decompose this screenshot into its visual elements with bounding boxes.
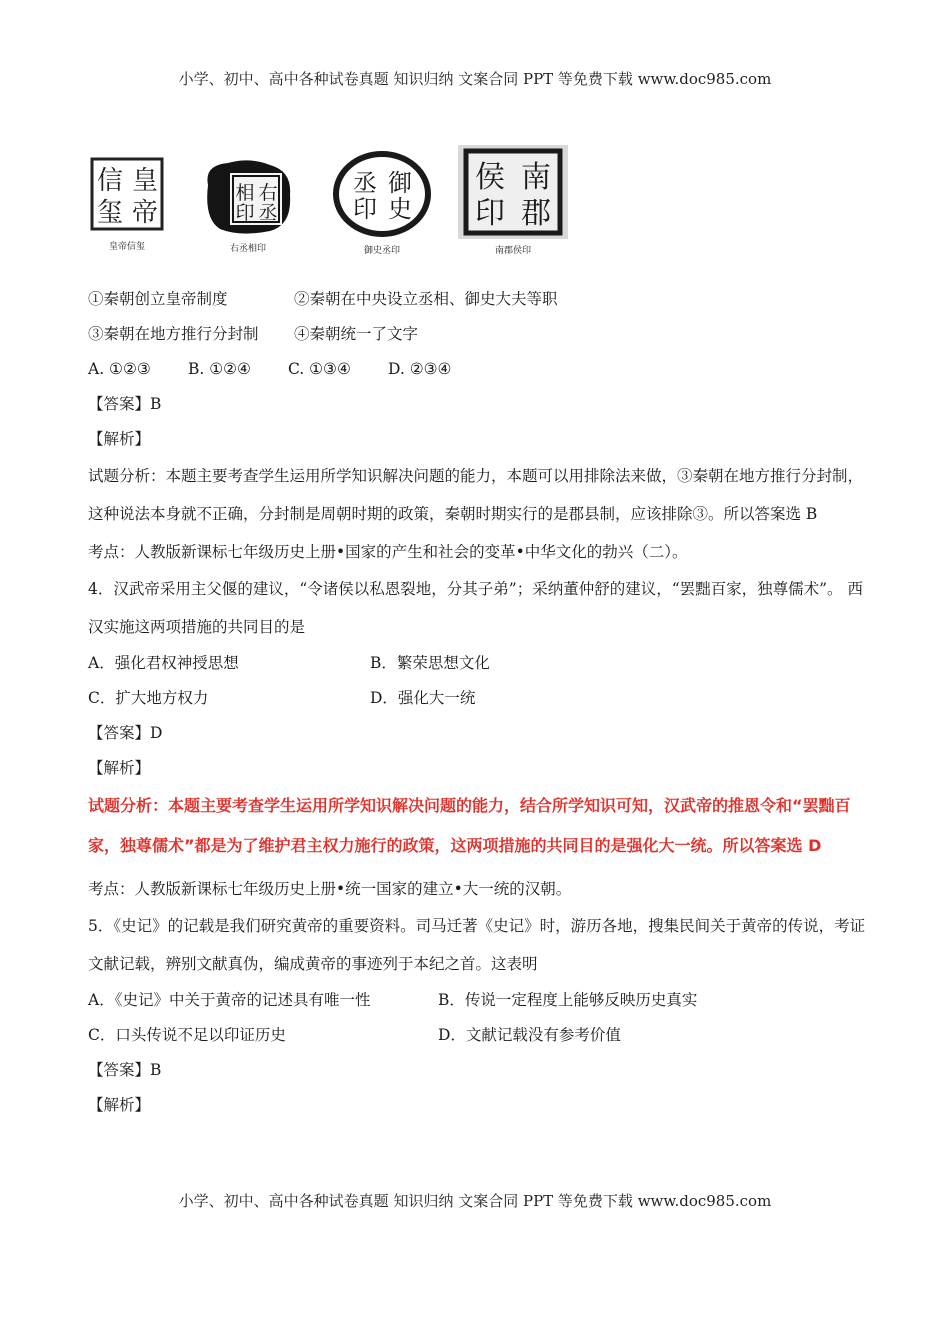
q3-analysis-label: 【解析】	[88, 430, 151, 448]
q4-option-c: C．扩大地方权力	[88, 689, 209, 707]
seal-2-glyph-3: 相	[235, 182, 255, 204]
seal-2-glyph-2: 丞	[258, 202, 278, 224]
seal-4-glyph-4: 印	[475, 196, 505, 231]
q3-option-b: B. ①②④	[188, 360, 251, 378]
q4-option-a: A．强化君权神授思想	[88, 654, 239, 672]
q3-option-a: A. ①②③	[88, 360, 151, 378]
seal-3-glyph-4: 印	[353, 195, 377, 223]
seal-4-glyph-1: 南	[521, 160, 551, 195]
q3-statements-row-2	[88, 317, 868, 352]
seal-1-caption: 皇帝信玺	[108, 242, 145, 252]
q4-option-b: B．繁荣思想文化	[370, 654, 490, 672]
seal-3-caption: 御史丞印	[363, 246, 400, 256]
page-footer: 小学、初中、高中各种试卷真题 知识归纳 文案合同 PPT 等免费下载 www.doc985.com	[178, 1192, 772, 1210]
q4-stem: 4．汉武帝采用主父偃的建议，“令诸侯以私恩裂地，分其子弟”；采纳董仲舒的建议，“罢黜百家，独尊儒术”。 西汉实施这两项措施的共同目的是	[88, 580, 863, 636]
seal-3-glyph-3: 丞	[353, 169, 377, 197]
q5-stem: 5．《史记》的记载是我们研究黄帝的重要资料。司马迁著《史记》时，游历各地，搜集民间关于黄帝的传说，考证文献记载，辨别文献真伪，编成黄帝的事迹列于本纪之首。这表明	[88, 917, 866, 973]
q4-options-row-2	[88, 681, 868, 716]
page-header: 小学、初中、高中各种试卷真题 知识归纳 文案合同 PPT 等免费下载 www.doc985.com	[178, 70, 772, 88]
seal-2-glyph-4: 印	[235, 202, 255, 224]
seal-1	[88, 155, 166, 252]
q5-option-a: A．《史记》中关于黄帝的记述具有唯一性	[88, 991, 371, 1009]
q3-analysis: 试题分析：本题主要考查学生运用所学知识解决问题的能力，本题可以用排除法来做，③秦朝在地方推行分封制，这种说法本身就不正确，分封制是周朝时期的政策，秦朝时期实行的是郡县制，应该排除③。所以答案选 B	[88, 467, 864, 523]
q3-answer: 【答案】B	[88, 395, 162, 413]
seal-3-image	[332, 149, 432, 239]
seal-3-glyph-2: 史	[388, 195, 412, 223]
q5-option-b: B．传说一定程度上能够反映历史真实	[438, 991, 698, 1009]
seal-4-image	[458, 145, 568, 239]
seal-3	[332, 149, 432, 256]
seal-2-glyph-1: 右	[258, 182, 278, 204]
q4-point: 考点：人教版新课标七年级历史上册•统一国家的建立•大一统的汉朝。	[88, 880, 572, 898]
q3-statement-4: ④秦朝统一了文字	[294, 325, 419, 343]
q3-statement-1: ①秦朝创立皇帝制度	[88, 290, 228, 308]
seal-1-glyph-3: 信	[96, 166, 124, 196]
q3-statement-2: ②秦朝在中央设立丞相、御史大夫等职	[294, 290, 558, 308]
q3-statements-row-1	[88, 282, 868, 317]
q5-option-d: D．文献记载没有参考价值	[438, 1026, 621, 1044]
seal-2-image	[200, 155, 296, 237]
q5-answer: 【答案】B	[88, 1061, 162, 1079]
seal-1-glyph-2: 帝	[131, 198, 159, 228]
seal-3-glyph-1: 御	[388, 169, 412, 197]
q5-option-c: C．口头传说不足以印证历史	[88, 1026, 286, 1044]
seal-2	[200, 155, 296, 254]
q3-option-c: C. ①③④	[288, 360, 351, 378]
seal-4-glyph-2: 郡	[521, 196, 551, 231]
q5-options-row-1	[88, 983, 868, 1018]
q3-point: 考点：人教版新课标七年级历史上册•国家的产生和社会的变革•中华文化的勃兴（二）。	[88, 543, 688, 561]
q4-option-d: D．强化大一统	[370, 689, 476, 707]
q3-option-d: D. ②③④	[388, 360, 452, 378]
q4-analysis: 试题分析：本题主要考查学生运用所学知识解决问题的能力，结合所学知识可知，汉武帝的推恩令和“罢黜百家，独尊儒术”都是为了维护君主权力施行的政策，这两项措施的共同目的是强化大一统。所以答案选 D	[88, 796, 851, 855]
seal-images-row	[88, 145, 578, 263]
seal-1-image	[88, 155, 166, 235]
q5-options-row-2	[88, 1018, 868, 1053]
seal-4	[458, 145, 568, 256]
seal-2-caption: 右丞相印	[229, 244, 266, 254]
seal-1-glyph-1: 皇	[131, 166, 159, 196]
q5-analysis-label: 【解析】	[88, 1096, 151, 1114]
seal-4-glyph-3: 侯	[475, 160, 505, 195]
q3-options	[88, 352, 868, 387]
q3-statement-3: ③秦朝在地方推行分封制	[88, 325, 259, 343]
document-body	[88, 282, 868, 1123]
seal-1-glyph-4: 玺	[96, 198, 124, 228]
seal-4-caption: 南郡侯印	[494, 246, 531, 256]
q4-options-row-1	[88, 646, 868, 681]
q4-analysis-label: 【解析】	[88, 759, 151, 777]
q4-answer: 【答案】D	[88, 724, 163, 742]
